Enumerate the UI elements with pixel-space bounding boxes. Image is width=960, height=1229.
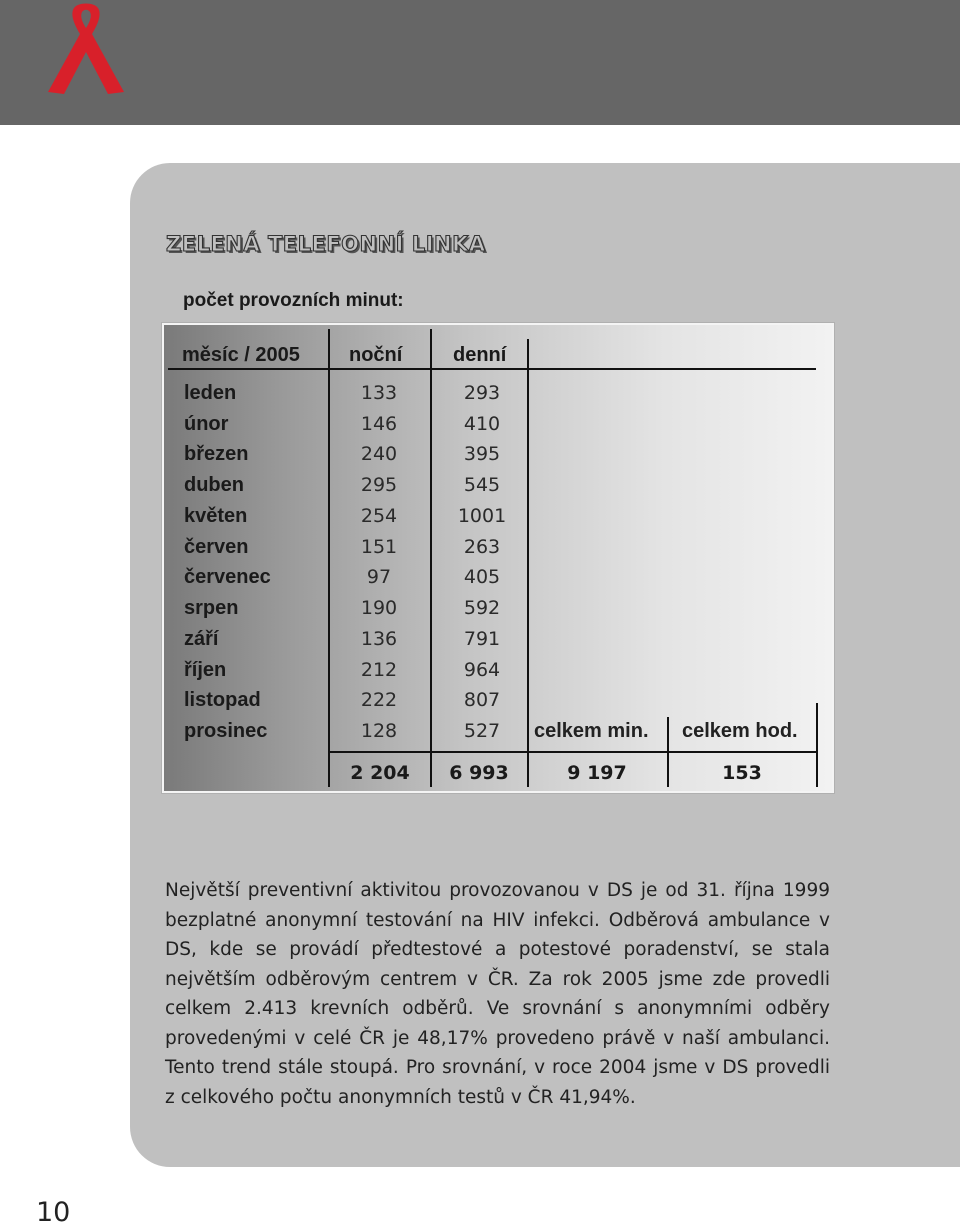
row-day: 395 <box>463 443 501 465</box>
row-night: 190 <box>360 597 398 619</box>
section-title: ZELENÁ TELEFONNÍ LINKA <box>166 232 486 256</box>
row-month: únor <box>184 413 229 435</box>
total-night: 2 204 <box>350 762 410 784</box>
row-day: 410 <box>463 413 501 435</box>
row-month: červenec <box>184 566 271 588</box>
row-day: 293 <box>463 382 501 404</box>
table-subtitle: počet provozních minut: <box>183 290 404 311</box>
row-night: 133 <box>360 382 398 404</box>
row-month: listopad <box>184 689 261 711</box>
row-day: 791 <box>463 628 501 650</box>
table-header-rule <box>168 368 816 370</box>
col-header-night: noční <box>349 344 403 366</box>
row-night: 128 <box>360 720 398 742</box>
row-day: 1001 <box>457 505 507 527</box>
total-min: 9 197 <box>567 762 627 784</box>
header-band <box>0 0 960 125</box>
row-day: 807 <box>463 689 501 711</box>
row-night: 254 <box>360 505 398 527</box>
col-header-day: denní <box>453 344 507 366</box>
row-day: 592 <box>463 597 501 619</box>
row-month: červen <box>184 536 249 558</box>
row-month: srpen <box>184 597 239 619</box>
row-night: 240 <box>360 443 398 465</box>
table-rule-day <box>527 339 529 787</box>
row-night: 146 <box>360 413 398 435</box>
row-month: prosinec <box>184 720 268 742</box>
table-totals-rule <box>328 751 816 753</box>
total-hod-header: celkem hod. <box>682 720 798 742</box>
row-month: březen <box>184 443 249 465</box>
page-number: 10 <box>36 1197 71 1228</box>
row-day: 263 <box>463 536 501 558</box>
row-month: září <box>184 628 219 650</box>
total-hod: 153 <box>722 762 762 784</box>
row-day: 405 <box>463 566 501 588</box>
total-min-header: celkem min. <box>534 720 649 742</box>
row-night: 136 <box>360 628 398 650</box>
row-night: 212 <box>360 659 398 681</box>
row-night: 97 <box>366 566 392 588</box>
col-header-month: měsíc / 2005 <box>182 344 300 366</box>
table-rule-left <box>328 329 330 787</box>
row-night: 151 <box>360 536 398 558</box>
row-night: 295 <box>360 474 398 496</box>
row-day: 527 <box>463 720 501 742</box>
row-month: květen <box>184 505 248 527</box>
red-ribbon-logo <box>44 2 128 96</box>
row-month: duben <box>184 474 244 496</box>
body-paragraph: Největší preventivní aktivitou provozovanou v DS je od 31. října 1999 bezplatné anonymní testování na HIV infekci. Odběrová ambulance v DS, kde se provádí předtestové a potestové poradenství, se stala největším odběrovým centrem v ČR. Za rok 2005 jsme zde provedli celkem 2.413 krevních odběrů. Ve srovnání s anonymními odběry provedenými v celé ČR je 48,17% provedeno právě v naší ambulanci. Tento trend stále stoupá. Pro srovnání, v roce 2004 jsme v DS provedli z celkového počtu anonymních testů v ČR 41,94%. <box>165 880 830 1108</box>
table-rule-middle <box>430 329 432 787</box>
row-month: leden <box>184 382 237 404</box>
minutes-table <box>162 323 834 793</box>
row-month: říjen <box>184 659 227 681</box>
row-night: 222 <box>360 689 398 711</box>
row-day: 545 <box>463 474 501 496</box>
total-day: 6 993 <box>449 762 509 784</box>
table-rule-right <box>816 703 818 787</box>
row-day: 964 <box>463 659 501 681</box>
